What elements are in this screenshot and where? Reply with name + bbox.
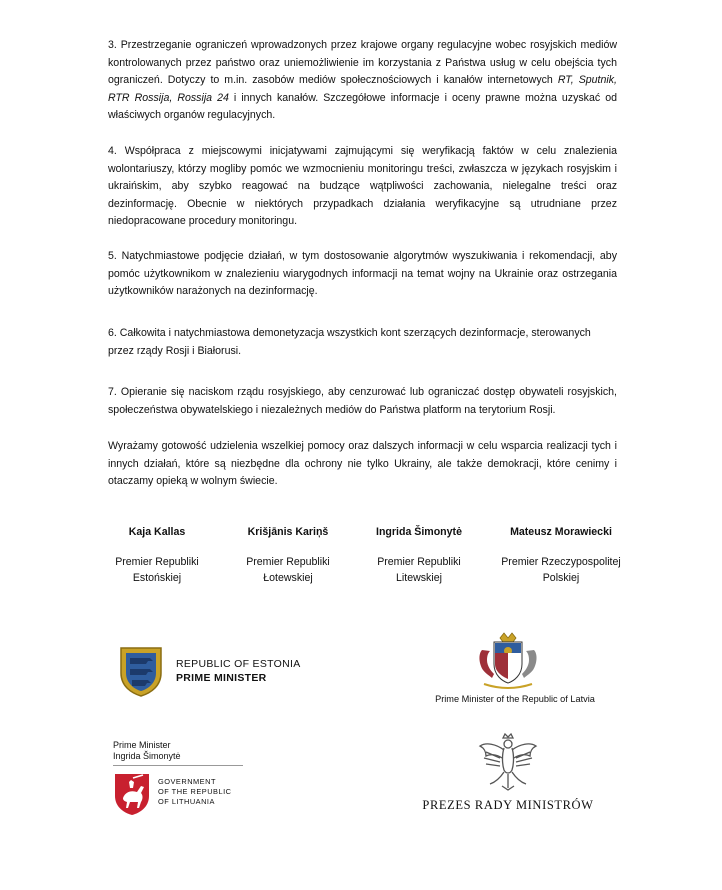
signatory-name: Ingrida Šimonytė xyxy=(376,526,462,538)
signatory-name: Mateusz Morawiecki xyxy=(510,526,612,538)
lithuania-gov-line3: OF LITHUANIA xyxy=(158,797,215,806)
polish-eagle-icon xyxy=(476,732,540,792)
signatory-poland xyxy=(492,524,630,586)
estonia-logo-line1: REPUBLIC OF ESTONIA xyxy=(176,658,301,670)
signatory-estonia xyxy=(92,524,222,586)
lithuania-pm-line2: Ingrida Šimonytė xyxy=(113,751,181,761)
paragraph-3 xyxy=(108,37,617,125)
poland-logo-caption: PREZES RADY MINISTRÓW xyxy=(422,798,594,812)
lithuania-gov-line2: OF THE REPUBLIC xyxy=(158,787,232,796)
paragraph-6: 6. Całkowita i natychmiastowa demonetyzacja wszystkich kont szerzących dezinformacje, sterowanych przez rządy Rosji i Białorusi. xyxy=(108,327,591,357)
lithuania-pm-line1: Prime Minister xyxy=(113,740,171,750)
latvia-coat-of-arms-icon xyxy=(470,630,546,692)
signatory-title: Premier Republiki Litewskiej xyxy=(377,556,461,584)
paragraph-3-text: 3. Przestrzeganie ograniczeń wprowadzonych przez krajowe organy regulacyjne wobec rosyjskich mediów kontrolowanych przez państwo oraz uniemożliwienie im korzystania z Państwa usług w celu obejścia tych ograniczeń. Dotyczy to m.in. zasobów mediów społecznościowych i kanałów internetowych xyxy=(108,39,617,87)
signatory-title: Premier Republiki Estońskiej xyxy=(115,556,199,584)
lithuania-gov-line1: GOVERNMENT xyxy=(158,777,216,786)
estonia-pm-logo xyxy=(118,645,301,702)
paragraph-7: 7. Opieranie się naciskom rządu rosyjskiego, aby cenzurować lub ograniczać dostęp obywateli rosyjskich, społeczeństwa obywatelskiego i niezależnych mediów do Państwa platform na terytorium Rosji. xyxy=(108,386,617,416)
lithuania-pm-logo xyxy=(113,740,232,806)
paragraph-5: 5. Natychmiastowe podjęcie działań, w tym dostosowanie algorytmów wyszukiwania i rekomendacji, aby pomóc użytkownikom w znalezieniu wiarygodnych informacji na temat wojny na Ukrainie oraz ostrzegania użytkowników narażonych na dezinformację. xyxy=(108,250,617,298)
closing-paragraph: Wyrażamy gotowość udzielenia wszelkiej pomocy oraz dalszych informacji w celu wsparcia realizacji tych i innych działań, które są niezbędne dla ochrony nie tylko Ukrainy, ale także demokracji, które cenimy i otaczamy opieką w wolnym świecie. xyxy=(108,440,617,488)
lithuania-vytis-icon xyxy=(113,772,151,816)
estonia-coat-of-arms-icon xyxy=(118,645,164,697)
signatory-title: Premier Rzeczypospolitej Polskiej xyxy=(501,556,621,584)
paragraph-3-text-end: i innych kanałów. Szczegółowe informacje i oceny prawne można uzyskać od właściwych organów regulacyjnych. xyxy=(108,91,617,122)
paragraph-3-channels: RT, Sputnik, RTR Rossija, Rossija 24 xyxy=(108,74,617,104)
signatory-title: Premier Republiki Łotewskiej xyxy=(246,556,330,584)
signatory-latvia xyxy=(223,524,353,586)
poland-pm-logo xyxy=(420,732,596,822)
latvia-logo-caption: Prime Minister of the Republic of Latvia xyxy=(435,694,595,704)
signatory-lithuania xyxy=(354,524,484,586)
signatory-name: Krišjānis Kariņš xyxy=(247,526,329,538)
latvia-pm-logo xyxy=(420,630,610,712)
signatory-name: Kaja Kallas xyxy=(128,526,186,538)
lithuania-logo-divider xyxy=(113,765,243,766)
estonia-logo-line2: PRIME MINISTER xyxy=(176,672,267,684)
paragraph-4: 4. Współpraca z miejscowymi inicjatywami zajmującymi się weryfikacją faktów w celu znalezienia wolontariuszy, którzy mogliby pomóc we wzmocnieniu monitoringu treści, zwłaszcza w językach rosyjskim i ukraińskim, aby szybko reagować na budzące wątpliwości zachowania, nielegalne treści oraz dezinformację. Obecnie w niektórych przypadkach działania weryfikacyjne są utrudniane przez niedopracowane procedury monitoringu. xyxy=(108,145,617,228)
